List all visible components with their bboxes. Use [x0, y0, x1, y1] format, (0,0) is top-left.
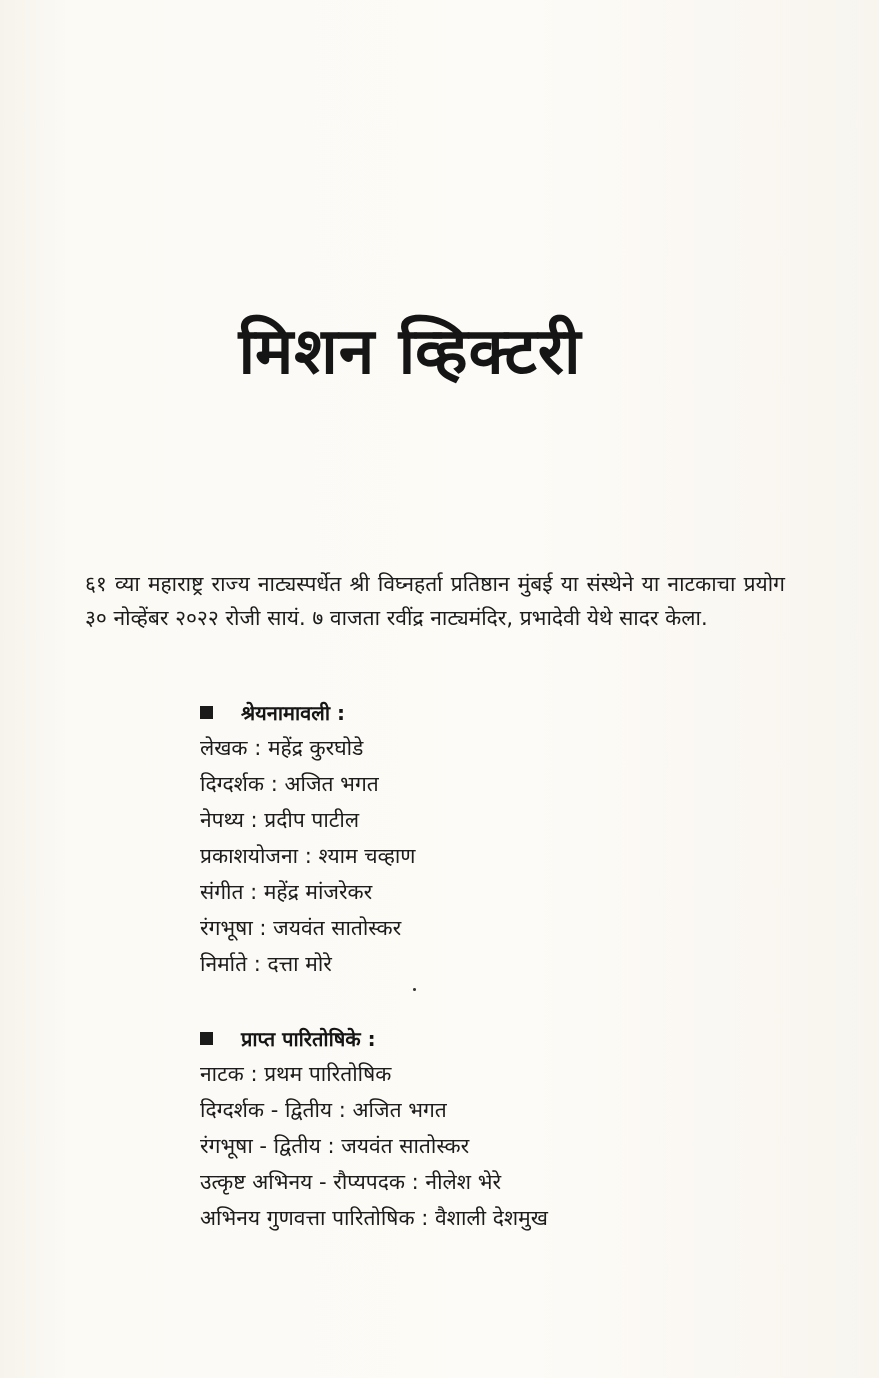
- print-speck: [413, 988, 416, 991]
- credit-line: दिग्दर्शक : अजित भगत: [200, 772, 379, 796]
- award-line: अभिनय गुणवत्ता पारितोषिक : वैशाली देशमुख: [200, 1206, 548, 1230]
- credits-list: [200, 730, 800, 982]
- credits-heading: [200, 694, 800, 730]
- credit-line: प्रकाशयोजना : श्याम चव्हाण: [200, 844, 416, 868]
- credit-line: लेखक : महेंद्र कुरघोडे: [200, 736, 364, 760]
- awards-list: [200, 1056, 800, 1236]
- credits-heading-text: श्रेयनामावली :: [241, 700, 346, 725]
- awards-heading-text: प्राप्त पारितोषिके :: [241, 1026, 376, 1051]
- credit-line: रंगभूषा : जयवंत सातोस्कर: [200, 916, 402, 940]
- awards-section: [200, 1020, 800, 1236]
- credit-line: नेपथ्य : प्रदीप पाटील: [200, 808, 360, 832]
- credits-section: [200, 694, 800, 982]
- awards-heading: [200, 1020, 800, 1056]
- credit-line: निर्माते : दत्ता मोरे: [200, 952, 332, 976]
- award-line: उत्कृष्ट अभिनय - रौप्यपदक : नीलेश भेरे: [200, 1170, 502, 1194]
- award-line: रंगभूषा - द्वितीय : जयवंत सातोस्कर: [200, 1134, 470, 1158]
- credit-line: संगीत : महेंद्र मांजरेकर: [200, 880, 373, 904]
- page-title: मिशन व्हिक्टरी: [238, 314, 582, 389]
- intro-paragraph: ६१ व्या महाराष्ट्र राज्य नाट्यस्पर्धेत श्री विघ्नहर्ता प्रतिष्ठान मुंबई या संस्थेने या नाटकाचा प्रयोग ३० नोव्हेंबर २०२२ रोजी सायं. ७ वाजता रवींद्र नाट्यमंदिर, प्रभादेवी येथे सादर केला.: [85, 572, 785, 630]
- award-line: नाटक : प्रथम पारितोषिक: [200, 1062, 392, 1086]
- square-bullet-icon: [200, 706, 213, 719]
- square-bullet-icon: [200, 1032, 213, 1045]
- award-line: दिग्दर्शक - द्वितीय : अजित भगत: [200, 1098, 447, 1122]
